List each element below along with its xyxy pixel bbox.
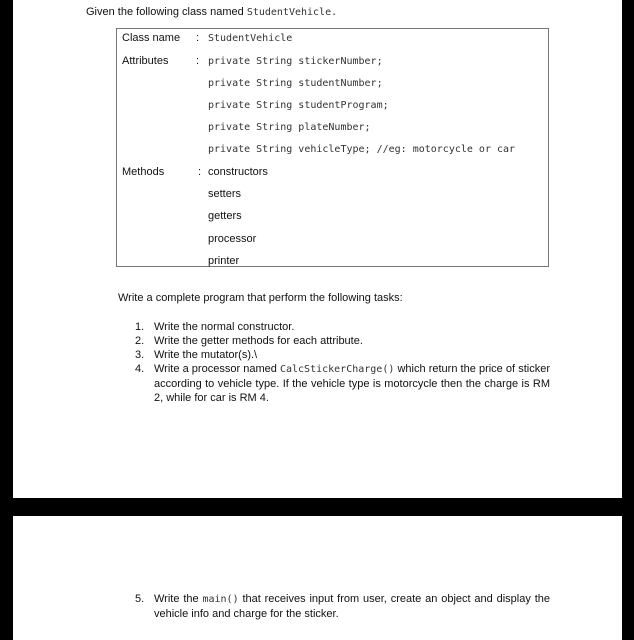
page-2: 5. Write the main() that receives input from user, create an object and display the vehicle info and charge for the sticker. <box>13 516 622 640</box>
class-name-label: Class name <box>122 32 181 44</box>
page-1: Given the following class named StudentVehicle. Class name : StudentVehicle Attributes : private String stickerNumber; private String studentNumber; private String studentProgram; private String plateNumber; private String vehicleType; //eg: motorcycle or car Methods : constructors setters getters processor printer Write a complete program that perform the following tasks: 1. Write the normal constructor. 2. Write the getter methods for each attribute. 3. Write the mutator(s).\ 4. Write a processor named CalcStickerCharge() which return the price of sticker according to vehicle type. If the vehicle type is motorcycle then the charge is RM 2, while for car is RM 4. <box>13 0 622 498</box>
attributes-label: Attributes <box>122 55 169 67</box>
intro-line <box>86 6 337 18</box>
method-code: main() <box>202 594 239 605</box>
colon: : <box>196 55 200 67</box>
class-table: Class name : StudentVehicle Attributes : private String stickerNumber; private String studentNumber; private String studentProgram; private String plateNumber; private String vehicleType; //eg: motorcycle or car Methods : constructors setters getters processor printer <box>116 28 549 267</box>
tasks-intro: Write a complete program that perform the following tasks: <box>118 292 403 304</box>
methods-label: Methods <box>122 166 165 178</box>
intro-text: Given the following class named <box>86 6 247 18</box>
class-name-value: StudentVehicle <box>208 33 293 44</box>
colon: : <box>196 32 200 44</box>
method-code: CalcStickerCharge() <box>279 364 395 375</box>
colon: : <box>198 166 202 178</box>
intro-class-name: StudentVehicle. <box>246 7 338 18</box>
